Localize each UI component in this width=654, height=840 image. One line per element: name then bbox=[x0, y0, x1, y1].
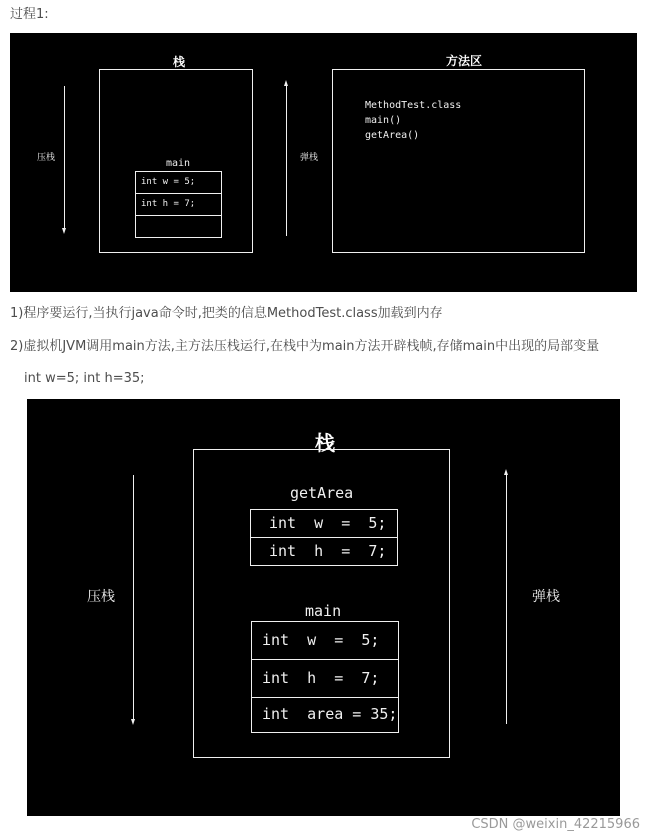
figure-stack-frames bbox=[27, 399, 620, 816]
push-arrow-icon bbox=[133, 475, 134, 721]
frame-row: int w = 5; bbox=[136, 172, 221, 194]
frame-row: int h = 7; bbox=[136, 194, 221, 216]
section-heading: 过程1: bbox=[10, 7, 49, 22]
frame-row bbox=[136, 216, 221, 237]
step-1: 1)程序要运行,当执行java命令时,把类的信息MethodTest.class加载到内存 bbox=[10, 306, 443, 321]
stack-title: 栈 bbox=[172, 55, 186, 69]
stack-title: 栈 bbox=[315, 431, 335, 455]
watermark: CSDN @weixin_42215966 bbox=[471, 817, 640, 832]
main-frame bbox=[251, 621, 399, 733]
step-2-variables: int w=5; int h=35; bbox=[24, 371, 145, 386]
method-area-line: main() bbox=[365, 115, 402, 126]
method-area-box bbox=[332, 69, 585, 253]
main-frame bbox=[135, 171, 222, 238]
frame-name-getarea: getArea bbox=[290, 484, 354, 502]
method-area-line: getArea() bbox=[365, 130, 420, 141]
method-area-line: MethodTest.class bbox=[365, 100, 462, 111]
pop-arrow-icon bbox=[286, 84, 287, 236]
method-area-title: 方法区 bbox=[445, 54, 483, 68]
push-label: 压栈 bbox=[37, 153, 56, 163]
stack-box bbox=[99, 69, 253, 253]
stack-box bbox=[193, 449, 450, 758]
figure-stack-and-method-area bbox=[10, 33, 637, 292]
frame-row: int h = 7; bbox=[269, 542, 387, 560]
frame-name: main bbox=[166, 158, 191, 169]
frame-row: int w = 5; bbox=[251, 510, 397, 538]
frame-row: int area = 35; bbox=[262, 705, 398, 723]
frame-row: int w = 5; bbox=[252, 622, 398, 660]
push-arrow-icon bbox=[64, 86, 65, 230]
push-label: 压栈 bbox=[87, 589, 115, 605]
getarea-frame bbox=[250, 509, 398, 566]
pop-arrow-icon bbox=[506, 473, 507, 724]
pop-label: 弹栈 bbox=[300, 153, 319, 163]
frame-row: int h = 7; bbox=[252, 660, 398, 698]
step-2: 2)虚拟机JVM调用main方法,主方法压栈运行,在栈中为main方法开辟栈帧,存储main中出现的局部变量 bbox=[10, 339, 600, 354]
frame-name-main: main bbox=[305, 602, 342, 620]
pop-label: 弹栈 bbox=[532, 589, 560, 605]
